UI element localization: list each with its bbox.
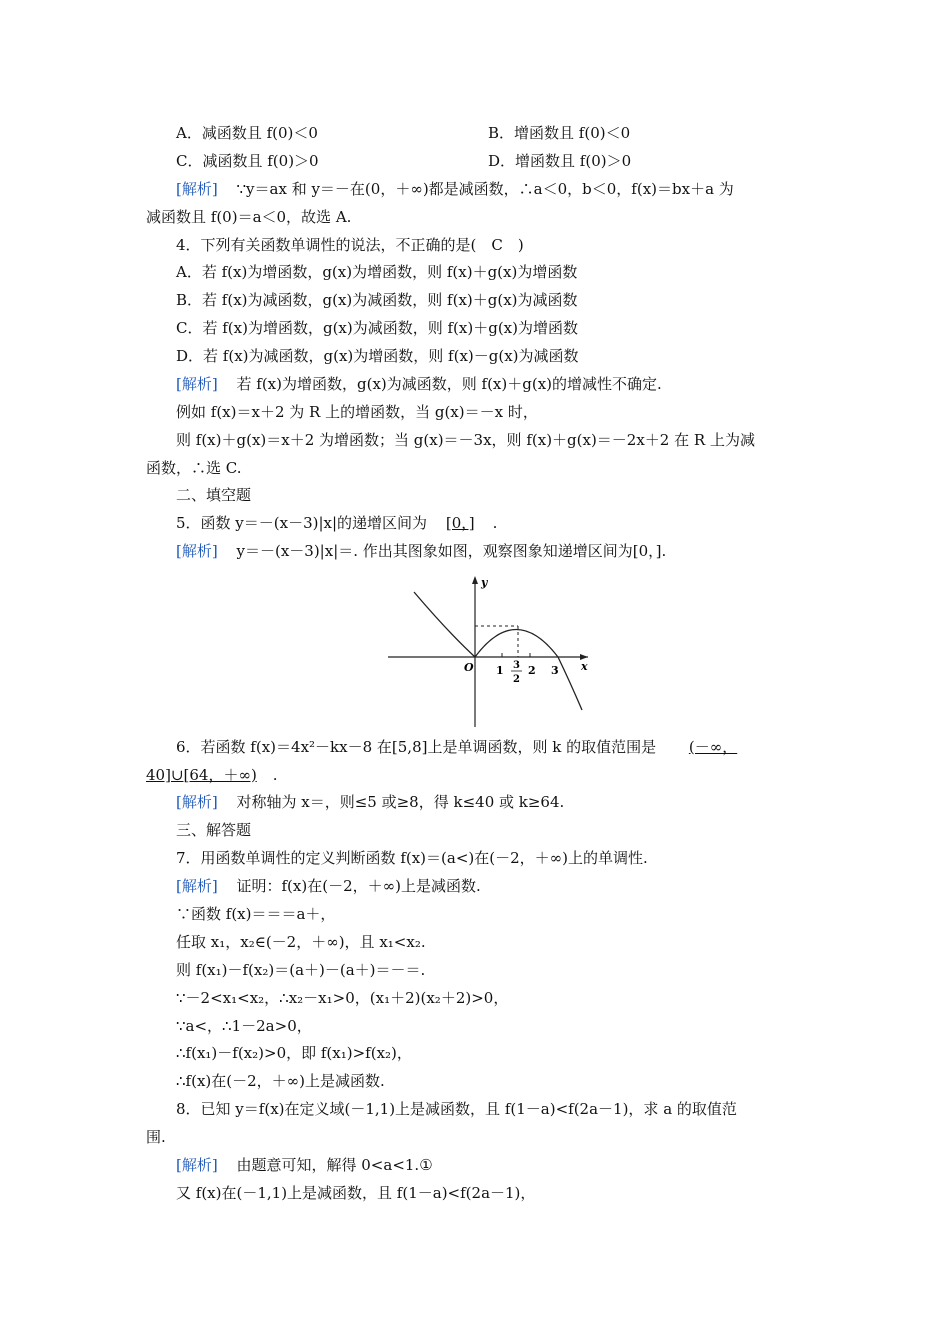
q8-stem-cont: 围. — [146, 1128, 166, 1146]
q4-stem: 4．下列有关函数单调性的说法，不正确的是( C ) — [176, 236, 524, 254]
tick-label-3-2-den: 2 — [513, 674, 520, 685]
curve — [414, 592, 582, 710]
q7-analysis-text: 证明：f(x)在(－2，＋∞)上是减函数. — [236, 877, 481, 895]
q4-analysis-3: 则 f(x)＋g(x)＝x＋2 为增函数；当 g(x)＝－3x，则 f(x)＋g(x)＝－2x＋2 在 R 上为减 — [176, 431, 755, 449]
section-heading-solve: 三、解答题 — [176, 821, 252, 839]
q5-analysis-text: y＝－(x－3)|x|＝. 作出其图象如图，观察图象知递增区间为[0，]. — [236, 542, 667, 560]
q7-analysis — [176, 876, 481, 896]
q8-analysis-text: 由题意可知，解得 0<a<1.① — [236, 1156, 433, 1174]
q7-line-7: ∴f(x)在(－2，＋∞)上是减函数. — [176, 1072, 385, 1090]
q6-analysis-text: 对称轴为 x＝，则≤5 或≥8，得 k≤40 或 k≥64. — [236, 793, 565, 811]
q5-analysis — [176, 541, 666, 561]
q6-end: . — [272, 766, 278, 784]
q8-stem: 8．已知 y＝f(x)在定义域(－1,1)上是减函数，且 f(1－a)<f(2a－1)，求 a 的取值范 — [176, 1100, 737, 1118]
q7-line-4: ∵－2<x₁<x₂，∴x₂－x₁>0，(x₁＋2)(x₂＋2)>0， — [176, 989, 509, 1007]
analysis-tag: [解析] — [176, 180, 218, 198]
q7-stem: 7．用函数单调性的定义判断函数 f(x)＝(a<)在(－2，＋∞)上的单调性. — [176, 849, 648, 867]
analysis-tag: [解析] — [176, 877, 218, 895]
q4-analysis-2: 例如 f(x)＝x＋2 为 R 上的增函数，当 g(x)＝－x 时， — [176, 403, 538, 421]
q4-analysis — [176, 374, 662, 394]
q3-analysis — [176, 179, 734, 199]
q7-line-2: 任取 x₁，x₂∈(－2，＋∞)，且 x₁<x₂. — [176, 933, 426, 951]
q7-line-5: ∵a<，∴1－2a>0， — [176, 1017, 312, 1035]
q6-answer-cont — [146, 765, 278, 785]
q4-option-a: A．若 f(x)为增函数，g(x)为增函数，则 f(x)＋g(x)为增函数 — [176, 263, 578, 281]
analysis-tag: [解析] — [176, 1156, 218, 1174]
q3-analysis-cont: 减函数且 f(0)＝a＜0，故选 A. — [146, 208, 352, 226]
q5-answer: [0，] — [445, 514, 475, 532]
q5-stem-text: 5．函数 y＝－(x－3)|x|的递增区间为 — [176, 514, 428, 532]
tick-label-3-2-num: 3 — [513, 660, 520, 671]
q4-analysis-text: 若 f(x)为增函数，g(x)为减函数，则 f(x)＋g(x)的增减性不确定. — [236, 375, 662, 393]
q3-analysis-text: ∵y＝ax 和 y＝－在(0，＋∞)都是减函数，∴a＜0，b＜0，f(x)＝bx＋a 为 — [236, 180, 734, 198]
function-graph — [388, 572, 596, 728]
tick-label-1: 1 — [496, 664, 504, 677]
y-label: y — [481, 576, 488, 589]
tick-label-2: 2 — [528, 664, 536, 677]
q4-option-b: B．若 f(x)为减函数，g(x)为减函数，则 f(x)＋g(x)为减函数 — [176, 291, 578, 309]
q3-option-a: A．减函数且 f(0)＜0 — [176, 124, 318, 142]
q8-line-1: 又 f(x)在(－1,1)上是减函数，且 f(1－a)<f(2a－1)， — [176, 1184, 536, 1202]
section-heading-fill-blank: 二、填空题 — [176, 486, 252, 504]
analysis-tag: [解析] — [176, 375, 218, 393]
x-label: x — [581, 660, 588, 673]
analysis-tag: [解析] — [176, 542, 218, 560]
q7-line-6: ∴f(x₁)－f(x₂)>0，即 f(x₁)>f(x₂)， — [176, 1044, 412, 1062]
q6-answer-1: (－∞， — [688, 738, 738, 756]
q6-answer-2: 40]∪[64，＋∞) — [146, 766, 257, 784]
q4-option-c: C．若 f(x)为增函数，g(x)为减函数，则 f(x)＋g(x)为增函数 — [176, 319, 578, 337]
q3-option-b: B．增函数且 f(0)＜0 — [488, 124, 631, 142]
q3-option-c: C．减函数且 f(0)＞0 — [176, 152, 319, 170]
q7-line-1: ∵函数 f(x)＝＝＝a＋， — [176, 905, 336, 923]
analysis-tag: [解析] — [176, 793, 218, 811]
q7-line-3: 则 f(x₁)－f(x₂)＝(a＋)－(a＋)＝－＝. — [176, 961, 426, 979]
q4-option-d: D．若 f(x)为减函数，g(x)为增函数，则 f(x)－g(x)为减函数 — [176, 347, 579, 365]
origin-label: O — [464, 661, 474, 674]
q5-end: . — [492, 514, 498, 532]
q3-option-d: D．增函数且 f(0)＞0 — [488, 152, 632, 170]
tick-label-3: 3 — [551, 664, 559, 677]
y-axis-arrow — [472, 576, 478, 584]
q8-analysis — [176, 1155, 433, 1175]
q6-stem — [176, 737, 737, 757]
q5-stem — [176, 513, 497, 533]
q6-stem-text: 6．若函数 f(x)＝4x²－kx－8 在[5,8]上是单调函数，则 k 的取值范围是 — [176, 738, 657, 756]
q4-analysis-4: 函数，∴选 C. — [146, 459, 242, 477]
q6-analysis — [176, 792, 564, 812]
